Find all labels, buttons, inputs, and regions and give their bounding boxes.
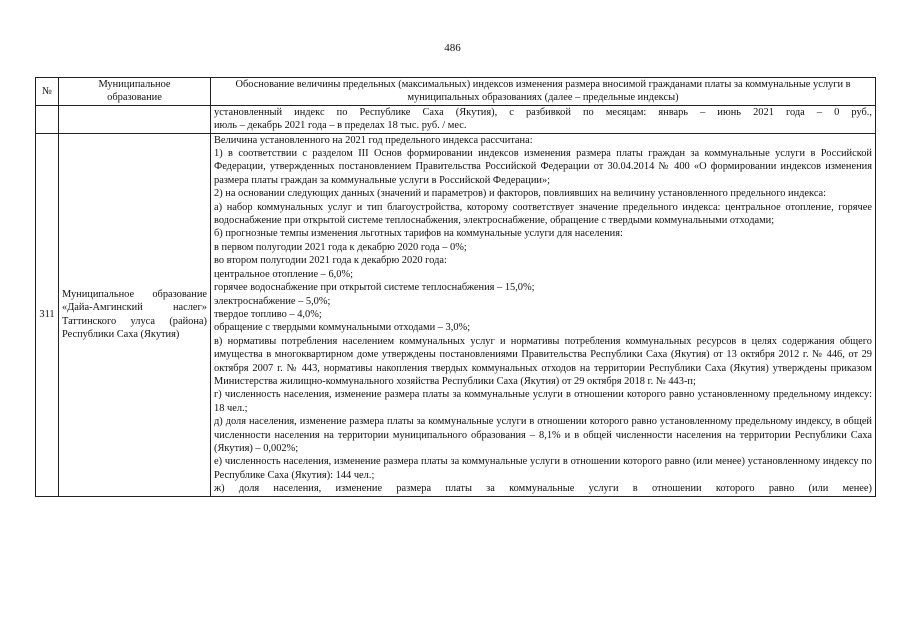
row-justification [211,133,876,496]
table-header-row [36,78,876,106]
paragraph: горячее водоснабжение при открытой системе теплоснабжения – 15,0%; [214,282,535,294]
paragraph: электроснабжение – 5,0%; [214,295,331,307]
paragraph: Величина установленного на 2021 год предельного индекса рассчитана: [214,134,533,146]
page-number: 486 [444,42,461,54]
paragraph: ж) доля населения, изменение размера платы за коммунальные услуги в отношении которого равно (или менее) [214,483,872,495]
indices-table [35,77,876,497]
paragraph: б) прогнозные темпы изменения льготных тарифов на коммунальные услуги для населения: [214,228,623,240]
paragraph: а) набор коммунальных услуг и тип благоустройства, которому соответствует значение предельного индекса: центральное отопление, горячее водоснабжение при открытой системе теплоснабжения, электроснабжение, обращение с твердыми коммунальными отходами; [214,201,872,227]
paragraph: г) численность населения, изменение размера платы за коммунальные услуги в отношении которого равно установленному предельному индексу: 18 чел.; [214,389,872,414]
table-row-continued [36,105,876,133]
row-municipality: Муниципальное образование «Дайа-Амгинский наслег» Таттинского улуса (района) Республики Саха (Якутия) [59,133,211,496]
table-row [36,133,876,496]
row-number: 311 [36,133,59,496]
paragraph: обращение с твердыми коммунальными отходами – 3,0%; [214,322,471,334]
continued-text-cell [211,105,876,133]
header-justification: Обоснование величины предельных (максимальных) индексов изменения размера вносимой гражданами платы за коммунальные услуги в муниципальных образованиях (далее – предельные индексы) [211,78,876,106]
continued-municipality-cell [59,105,211,133]
paragraph: 2) на основании следующих данных (значений и параметров) и факторов, повлиявших на величину установленного предельного индекса: [214,188,827,200]
header-num: № [36,78,59,106]
paragraph: центральное отопление – 6,0%; [214,268,353,280]
paragraph: твердое топливо – 4,0%; [214,308,322,320]
paragraph: д) доля населения, изменение размера платы за коммунальные услуги в отношении которого равно установленному предельному индексу, в общей численности населения на территории муниципального образования – 8,1% и в общей численности населения на территории Республики Саха (Якутия) – 0,002%; [214,416,872,454]
paragraph: во втором полугодии 2021 года к декабрю 2020 года: [214,255,447,267]
continued-line: установленный индекс по Республике Саха (Якутия), с разбивкой по месяцам: январь – июнь 2021 года – 0 руб., [214,106,872,118]
paragraph: в первом полугодии 2021 года к декабрю 2020 года – 0%; [214,241,467,253]
paragraph: в) нормативы потребления населением коммунальных услуг и нормативы потребления коммунальных ресурсов в целях содержания общего имущества в многоквартирном доме утверждены постановлениями Правительства Республики Саха (Якутия) от 13 октября 2012 г. № 446, от 29 октября 2007 г. № 443, нормативы накопления твердых коммунальных отходов на территории Республики Саха (Якутия) утверждены приказом Министерства жилищно-коммунального хозяйства Республики Саха (Якутия) от 29 октября 2018 г. № 443-п; [214,335,872,387]
continued-num-cell [36,105,59,133]
header-municipality: Муниципальное образование [59,78,211,106]
paragraph: е) численность населения, изменение размера платы за коммунальные услуги в отношении которого равно (или менее) установленному индексу по Республике Саха (Якутия): 144 чел.; [214,456,872,481]
paragraph: 1) в соответствии с разделом III Основ формировании индексов изменения размера платы граждан за коммунальные услуги в Российской Федерации, утвержденных постановлением Правительства Российской Федерации от 30.04.2014 № 400 «О формировании индексов изменения размера платы граждан за коммунальные услуги в Российской Федерации»; [214,148,872,186]
continued-line: июль – декабрь 2021 года – в пределах 18 тыс. руб. / мес. [214,120,467,132]
